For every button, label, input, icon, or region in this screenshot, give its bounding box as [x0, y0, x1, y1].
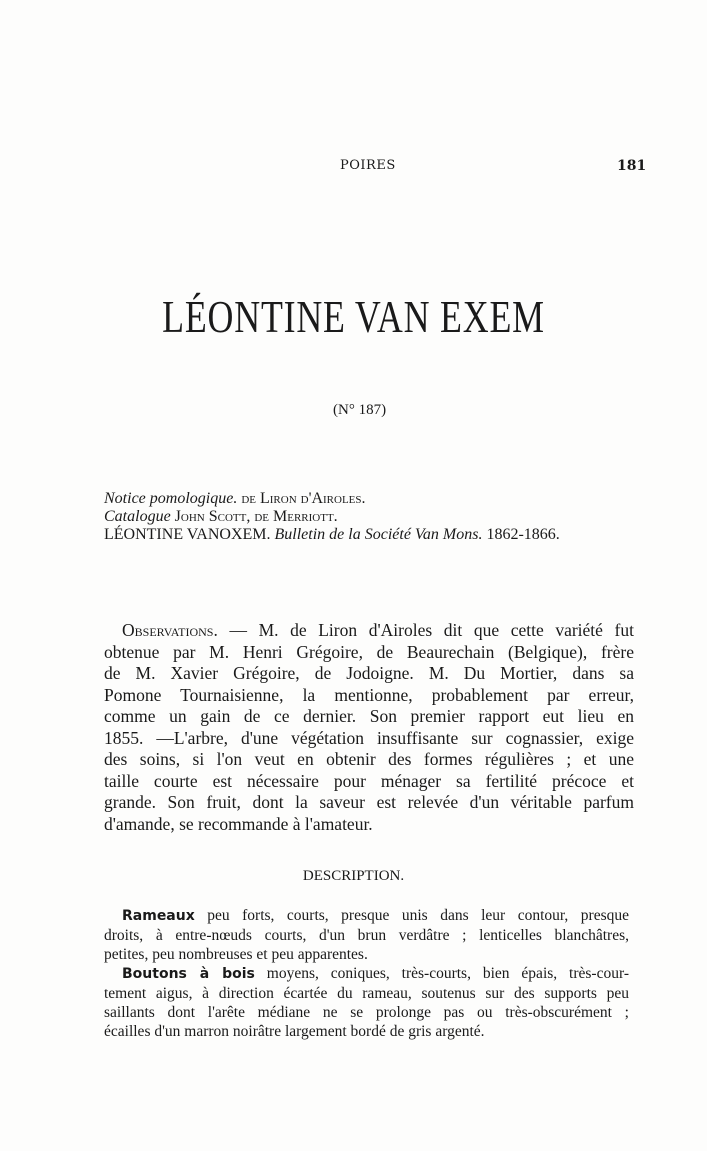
text-line: comme un gain de ce dernier. Son premier rapport eut lieu en — [104, 706, 634, 726]
text-line: grande. Son fruit, dont la saveur est relevée d'un véritable parfum — [104, 792, 634, 812]
rameaux-label: Rameaux — [122, 908, 195, 924]
text: moyens, coniques, très-courts, bien épais, très-cour- — [254, 965, 629, 982]
text-line — [104, 620, 634, 642]
references — [104, 490, 644, 544]
reference-line — [104, 508, 644, 526]
text-line: petites, peu nombreuses et peu apparentes. — [104, 946, 368, 963]
text-line: écailles d'un marron noirâtre largement bordé de gris argenté. — [104, 1023, 485, 1040]
description-heading: DESCRIPTION. — [302, 868, 405, 884]
text-line: d'amande, se recommande à l'amateur. — [104, 813, 373, 834]
reference-title: Catalogue — [104, 508, 171, 525]
reference-name: LÉONTINE VANOXEM. — [104, 526, 275, 543]
reference-title: Notice pomologique. — [104, 490, 238, 507]
observations-label: Observations. — [122, 620, 218, 640]
text: peu forts, courts, presque unis dans leur contour, presque — [194, 907, 629, 924]
text-line: Pomone Tournaisienne, la mentionne, probablement par erreur, — [104, 684, 634, 705]
page-number: 181 — [617, 158, 647, 174]
observations-paragraph — [104, 620, 634, 835]
text-line — [104, 964, 629, 984]
reference-years: 1862-1866. — [482, 526, 560, 543]
reference-author: de Liron d'Airoles. — [237, 490, 366, 507]
text-line: de M. Xavier Grégoire, de Jodoigne. M. Du Mortier, dans sa — [104, 663, 634, 683]
reference-line — [104, 526, 644, 544]
text-line: saillants dont l'arête médiane ne se prolonge pas ou très-obscurément ; — [104, 1004, 629, 1021]
reference-title: Bulletin de la Société Van Mons. — [274, 526, 483, 543]
boutons-label: Boutons à bois — [122, 966, 255, 982]
text-line: obtenue par M. Henri Grégoire, de Beaurechain (Belgique), frère — [104, 641, 634, 662]
variety-number: (N° 187) — [333, 402, 387, 418]
text-line: droits, à entre-nœuds courts, d'un brun verdâtre ; lenticelles blanchâtres, — [104, 927, 629, 944]
text-line — [104, 906, 629, 926]
reference-author: John Scott, de Merriott. — [170, 508, 338, 525]
running-title: POIRES — [340, 158, 396, 173]
text-line: 1855. —L'arbre, d'une végétation insuffisante sur cognassier, exige — [104, 727, 634, 748]
text-line: taille courte est nécessaire pour ménager sa fertilité précoce et — [104, 770, 634, 791]
text-line: des soins, si l'on veut en obtenir des formes régulières ; et une — [104, 749, 634, 769]
reference-line — [104, 490, 644, 508]
text-line: tement aigus, à direction écartée du rameau, soutenus sur des supports peu — [104, 985, 629, 1002]
description-body — [104, 906, 629, 1041]
text: — M. de Liron d'Airoles dit que cette variété fut — [217, 620, 634, 640]
page-title: LÉONTINE VAN EXEM — [162, 291, 545, 342]
